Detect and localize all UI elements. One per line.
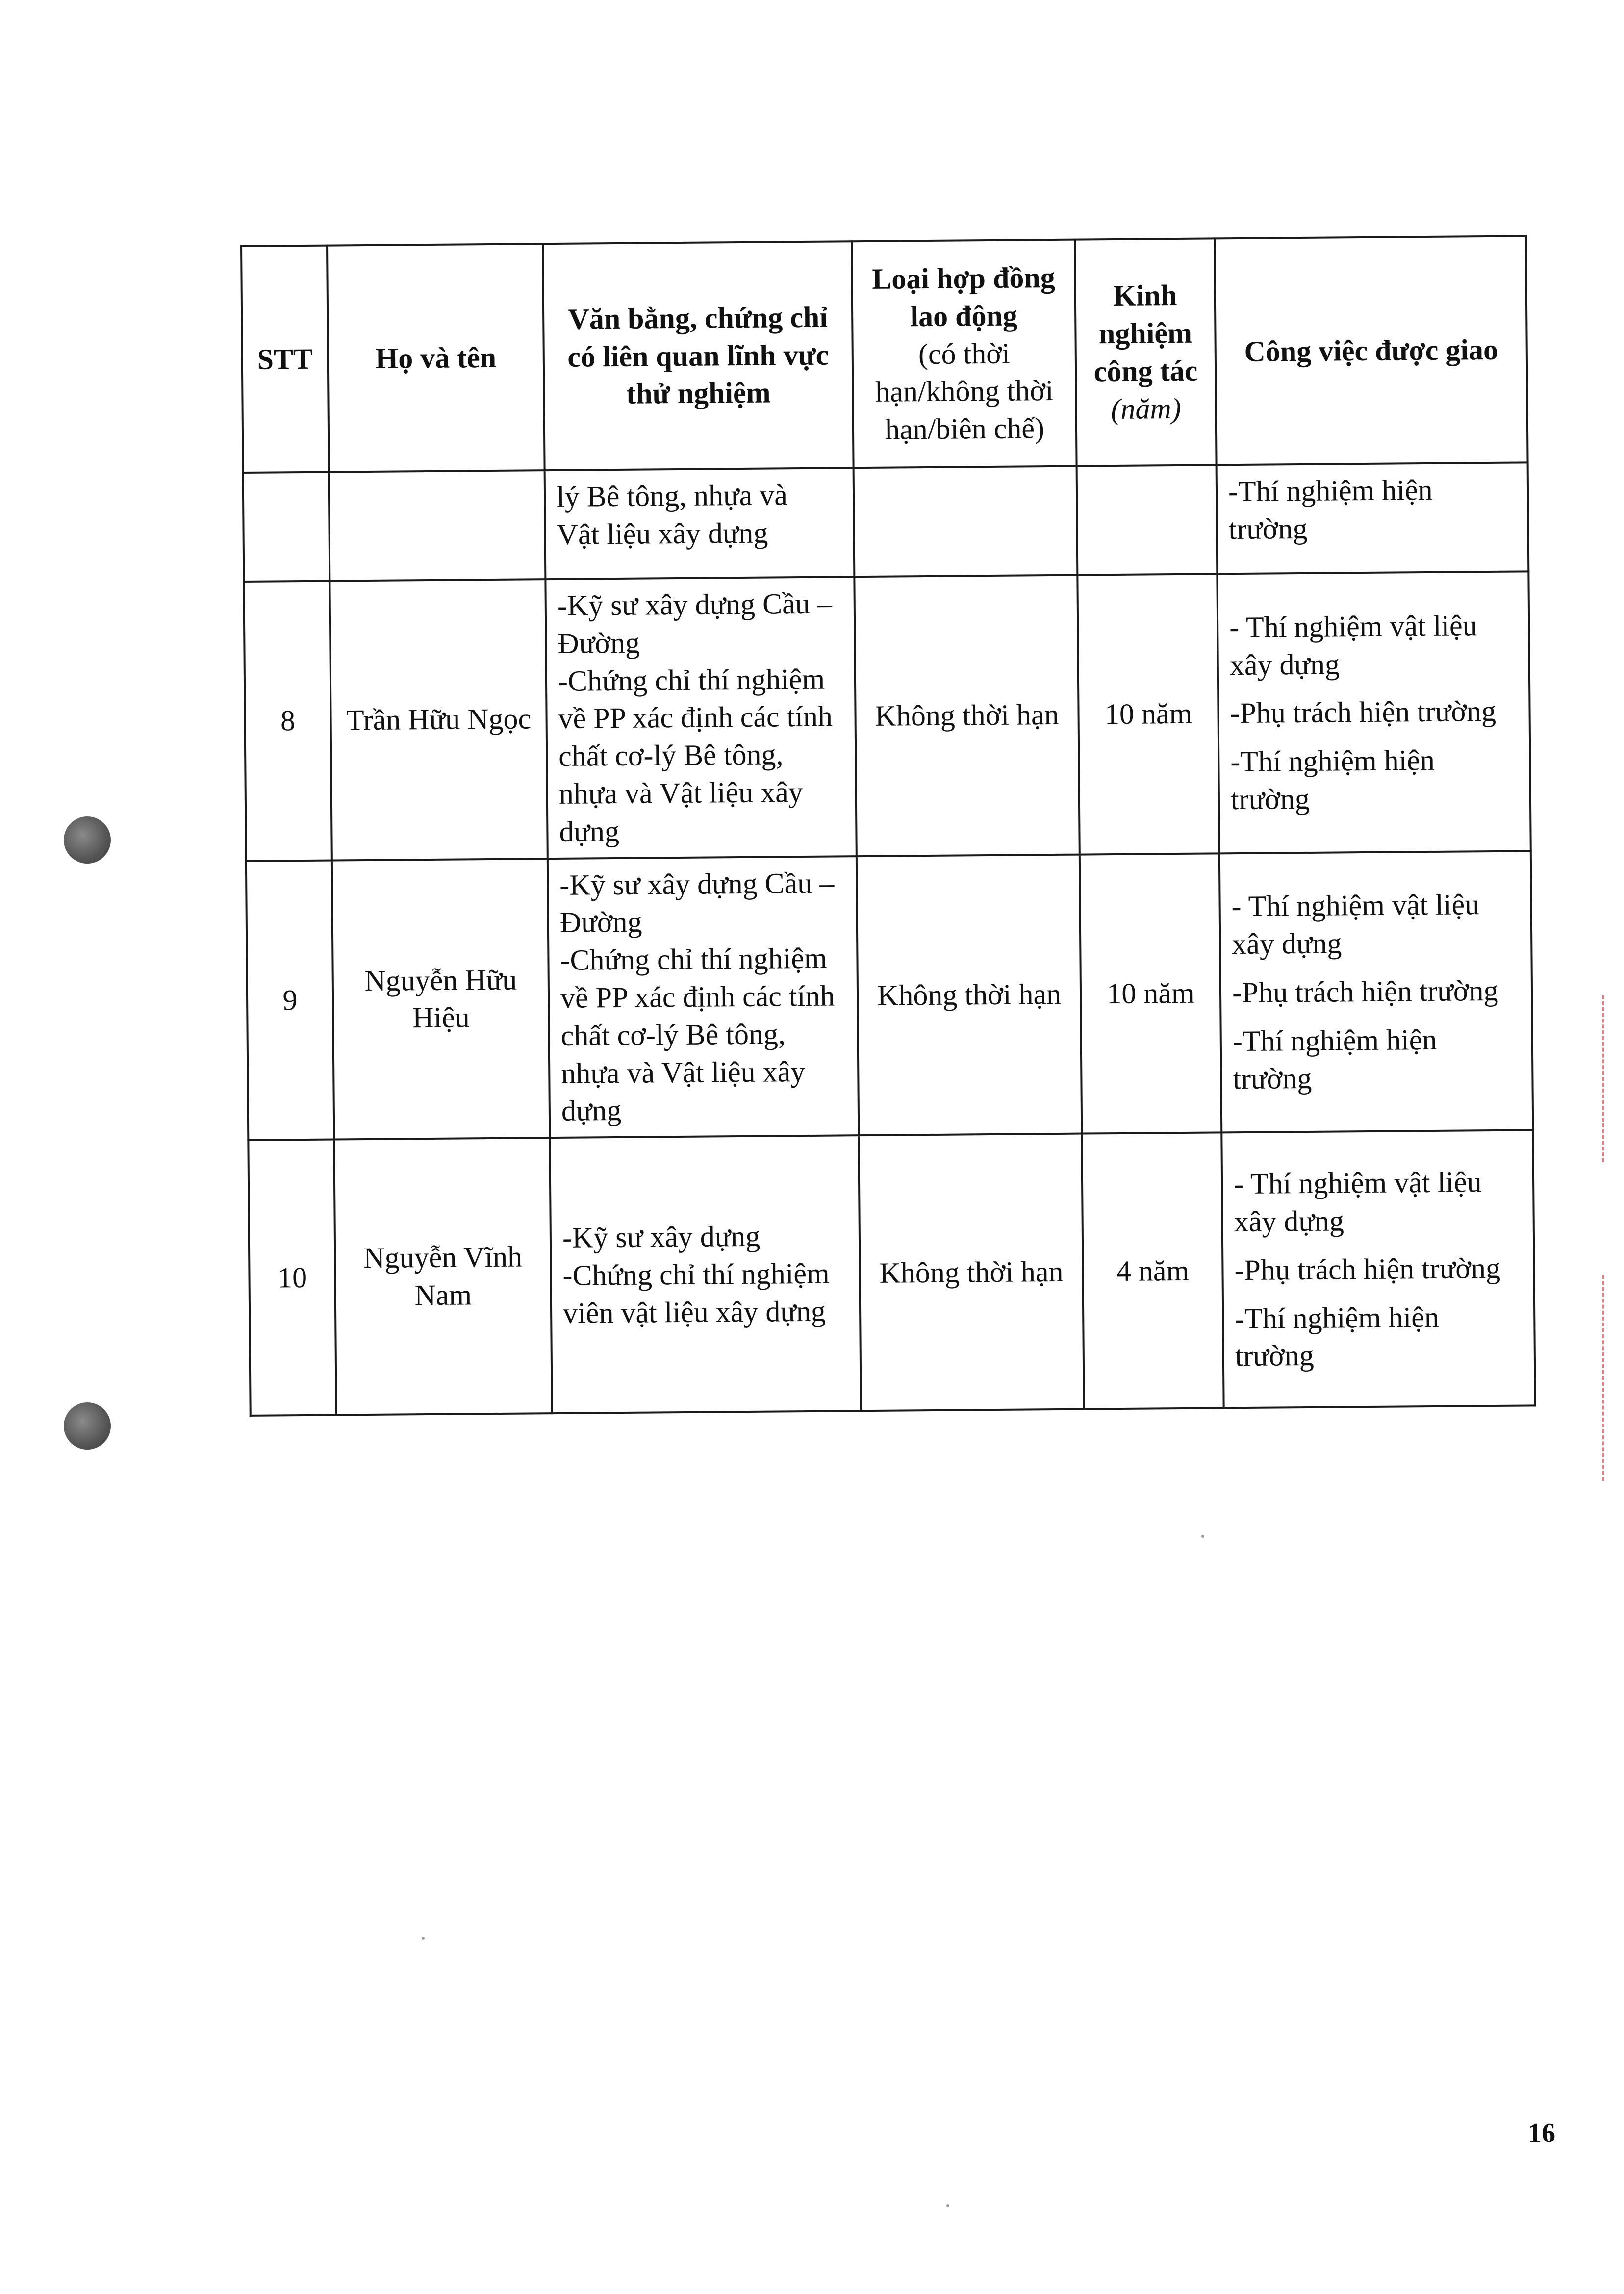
cell-name xyxy=(329,470,546,581)
duty-line: -Phụ trách hiện trường xyxy=(1230,695,1497,730)
qualification-line: -Kỹ sư xây dựng xyxy=(562,1220,761,1254)
cell-duties xyxy=(1217,571,1530,853)
duty-line: -Thí nghiệm hiện trường xyxy=(1230,744,1435,816)
cell-qualifications xyxy=(545,577,856,859)
header-qualifications: Văn bằng, chứng chỉ có liên quan lĩnh vực thử nghiệm xyxy=(543,241,854,470)
cell-stt: 10 xyxy=(248,1140,336,1416)
cell-qualifications xyxy=(545,468,855,579)
scan-speck xyxy=(1201,1535,1204,1538)
header-experience xyxy=(1075,238,1217,466)
scan-speck xyxy=(422,1937,425,1940)
staff-table xyxy=(240,235,1536,1417)
cell-name: Trần Hữu Ngọc xyxy=(330,579,547,860)
table-header-row xyxy=(241,236,1528,473)
table-row xyxy=(246,851,1533,1140)
header-contract-title: Loại hợp đồng lao động xyxy=(872,261,1056,333)
cell-contract: Không thời hạn xyxy=(859,1134,1084,1411)
cell-duties xyxy=(1217,462,1529,574)
header-name: Họ và tên xyxy=(327,244,545,472)
table-row-continuation xyxy=(243,462,1529,582)
cell-contract xyxy=(854,466,1078,577)
qualification-line: -Kỹ sư xây dựng Cầu –Đường xyxy=(559,867,835,939)
header-stt: STT xyxy=(241,246,329,473)
cell-stt xyxy=(243,472,330,582)
header-experience-title: Kinh nghiệm công tác xyxy=(1093,279,1198,388)
stamp-edge-mark xyxy=(1602,995,1624,1162)
punch-hole xyxy=(64,816,111,864)
qualification-line: -Chứng chỉ thí nghiệm về PP xác định các tính chất cơ-lý Bê tông, nhựa và Vật liệu xây dựng xyxy=(560,942,835,1127)
duty-line: - Thí nghiệm vật liệu xây dựng xyxy=(1229,609,1477,681)
duty-line: -Phụ trách hiện trường xyxy=(1234,1251,1501,1286)
header-contract-note: (có thời hạn/không thời hạn/biên chế) xyxy=(875,337,1054,446)
header-experience-unit: (năm) xyxy=(1111,392,1182,425)
duty-line: -Thí nghiệm hiện trường xyxy=(1232,1023,1437,1095)
cell-name: Nguyễn Vĩnh Nam xyxy=(334,1138,552,1415)
header-contract xyxy=(852,240,1077,468)
duty-line: -Thí nghiệm hiện trường xyxy=(1228,473,1433,545)
table-row xyxy=(248,1130,1535,1416)
cell-experience: 4 năm xyxy=(1082,1132,1223,1409)
duty-line: -Phụ trách hiện trường xyxy=(1232,974,1498,1009)
cell-experience xyxy=(1077,465,1218,575)
header-duties: Công việc được giao xyxy=(1215,236,1528,465)
qualification-line: lý Bê tông, nhựa và xyxy=(556,479,788,513)
page-number: 16 xyxy=(1528,2118,1555,2148)
qualification-line: -Kỹ sư xây dựng Cầu –Đường xyxy=(557,587,833,660)
cell-experience: 10 năm xyxy=(1080,853,1221,1134)
qualification-line: -Chứng chỉ thí nghiệm về PP xác định các tính chất cơ-lý Bê tông, nhựa và Vật liệu xây dựng xyxy=(558,663,833,848)
table-row xyxy=(244,571,1530,861)
cell-duties xyxy=(1221,1130,1535,1408)
cell-name: Nguyễn Hữu Hiệu xyxy=(332,859,550,1140)
cell-contract: Không thời hạn xyxy=(857,854,1082,1135)
punch-hole xyxy=(64,1402,111,1450)
cell-experience: 10 năm xyxy=(1077,574,1219,854)
qualification-line: Vật liệu xây dựng xyxy=(557,516,768,551)
scan-speck xyxy=(946,2204,949,2207)
cell-qualifications xyxy=(550,1135,861,1413)
duty-line: -Thí nghiệm hiện trường xyxy=(1234,1300,1440,1373)
cell-stt: 9 xyxy=(246,860,334,1140)
duty-line: - Thí nghiệm vật liệu xây dựng xyxy=(1231,888,1480,961)
cell-stt: 8 xyxy=(244,581,331,861)
cell-qualifications xyxy=(548,856,859,1138)
stamp-edge-mark xyxy=(1602,1275,1624,1481)
duty-line: - Thí nghiệm vật liệu xây dựng xyxy=(1233,1166,1482,1238)
cell-contract: Không thời hạn xyxy=(854,575,1079,856)
cell-duties xyxy=(1219,851,1533,1133)
qualification-line: -Chứng chỉ thí nghiệm viên vật liệu xây dựng xyxy=(562,1257,830,1329)
